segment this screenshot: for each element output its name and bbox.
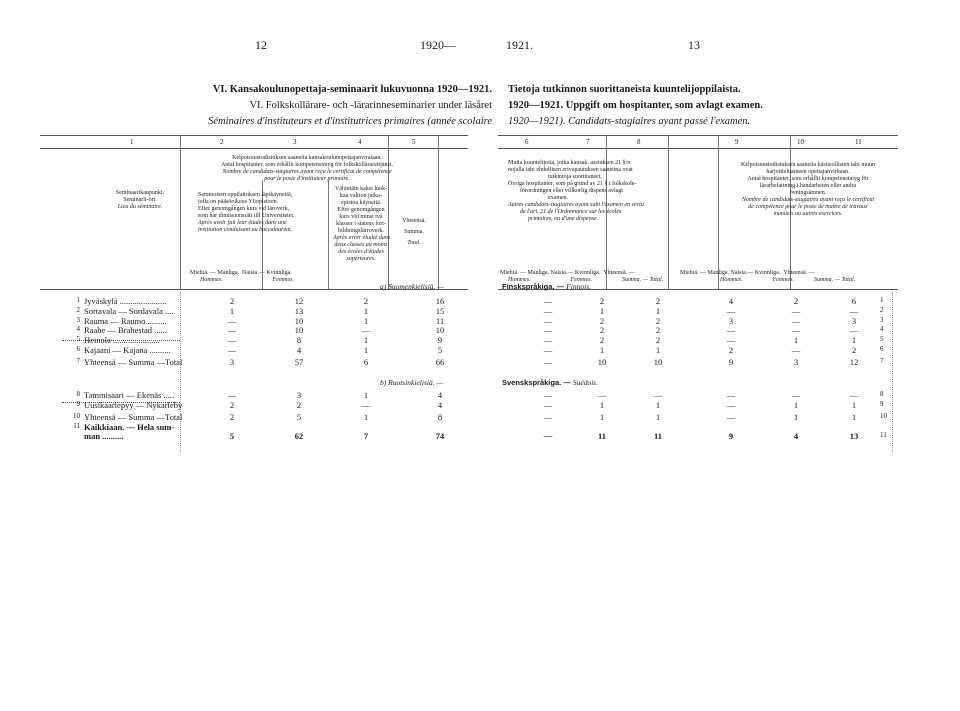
- cell-c6: —: [543, 325, 553, 336]
- col6-8-header: Muita kuuntelijoita, jotka kansak. asetuksen 21 §:n nojalla tahi ehdollisen erivapautuksen saaneina ovat tutkintoja suorittaneet. Övriga hospitanter, som på grund av 21 § i folkskole- förordningen eller villkorlig dispens avlagt examen. Autres candidats-stagiaires ayant subi l'examen en vertu de l'art. 21 de l'Ordonnance sur les écoles primaires, ou d'une dispense.: [508, 160, 644, 222]
- cell-c9: —: [726, 411, 736, 422]
- cell-c7: 2: [599, 325, 605, 336]
- cell-c5: 9: [437, 335, 443, 346]
- cell-c7: 11: [597, 431, 607, 441]
- cell-c7: 1: [599, 305, 605, 316]
- cell-c11: 1: [851, 399, 857, 410]
- cell-c3: 13: [294, 305, 304, 316]
- seminar-header: Seminaarikaupunki. Seminarii-ort. Lieu du séminaire.: [115, 190, 165, 210]
- cell-c3: 4: [296, 345, 302, 355]
- cell-c2: 1: [229, 305, 235, 316]
- row-number: 11: [73, 422, 80, 430]
- cell-c10: —: [791, 315, 801, 326]
- group-title: Kelpoisuustodistuksen saaneita kansakoulunopettajanviralaan. Antal hospitanter, som erhållit kompetensintyg för folkskollärarettjänst. Nombre de candidats-stagiaires ayant reçu le certificat de compétence pour le poste d'instituteur primaire.: [220, 155, 394, 182]
- cell-c8: 2: [655, 325, 661, 336]
- cell-c8: 1: [655, 345, 661, 355]
- cell-c9: 4: [728, 296, 734, 306]
- cell-c4: 1: [363, 411, 369, 422]
- cell-c9: —: [726, 305, 736, 316]
- header-colnum-rule-right: [498, 148, 898, 149]
- cell-c5: 10: [435, 325, 445, 336]
- cell-c2: —: [227, 345, 237, 355]
- cell-c2: —: [227, 390, 237, 400]
- cell-c10: 2: [793, 296, 799, 306]
- row-number: 3: [76, 315, 80, 324]
- row-number-right: 10: [880, 411, 887, 420]
- cell-c10: 1: [793, 399, 799, 410]
- cell-c4: 1: [363, 335, 369, 346]
- cell-c4: 1: [363, 305, 369, 316]
- cell-c10: 1: [793, 411, 799, 422]
- cell-c6: —: [543, 315, 553, 326]
- cell-c5: 15: [435, 305, 445, 316]
- header-top-rule-right: [498, 135, 898, 136]
- cell-c4: 1: [363, 390, 369, 400]
- header-divider: [668, 135, 669, 289]
- title-right-line2: 1920—1921. Uppgift om hospitanter, som avlagt examen.: [508, 100, 763, 111]
- cell-c2: 2: [229, 399, 235, 410]
- cell-c7: 10: [597, 356, 607, 367]
- cell-c10: —: [791, 390, 801, 400]
- cell-c10: —: [791, 305, 801, 316]
- cell-c3: 57: [294, 356, 304, 367]
- sex-row-right-a: Miehiä. — Manliga. Naisia.— Kvinnliga. Yhteensä. — Hommes. Femmes. Summa. — Total.: [500, 270, 664, 283]
- cell-c4: 2: [363, 296, 369, 306]
- row-name-cont: man ..........: [84, 431, 124, 441]
- title-left-line3: Séminaires d'instituteurs et d'institutrices primaires (année scolaire: [208, 116, 492, 127]
- cell-c10: —: [791, 325, 801, 336]
- cell-c2: —: [227, 315, 237, 326]
- cell-c7: 2: [599, 296, 605, 306]
- left-year: 1920—: [420, 38, 456, 52]
- body-divider: [180, 292, 181, 452]
- cell-c3: 8: [296, 335, 302, 346]
- cell-c11: 1: [851, 411, 857, 422]
- left-page-number: 12: [255, 38, 267, 52]
- row-name: Jyväskylä ......................: [84, 296, 167, 306]
- section-a-label-left: a) Suomenkielisiä. —: [380, 282, 444, 291]
- row-name: Kaikkiaan. — Hela sum-: [84, 422, 175, 432]
- cell-c8: 2: [655, 315, 661, 326]
- cell-c5: 8: [437, 411, 443, 422]
- header-divider: [718, 135, 719, 289]
- cell-c4: 1: [363, 345, 369, 355]
- row-number: 4: [76, 325, 80, 334]
- sex-row-left: Miehiä. — Manliga. Naisia.— Kvinnliga. Hommes. Femmes.: [190, 270, 294, 283]
- cell-c3: 10: [294, 315, 304, 326]
- cell-c4: 1: [363, 315, 369, 326]
- cell-c11: 13: [849, 431, 859, 441]
- col9-11-header: Kelpoisuustodistuksen saaneita käsiteollisten tahi muun harjoitteluaineen opettajanvirkaan. Antal hospitanter, som erhållit kompetensintyg för lärarbefattning i handarbeten eller andra övningsämnen. Nombre de candidats-stagiaires ayant reçu le certificat de compétence pour le poste de maître de travaux manuels ou autres exercices.: [741, 162, 875, 217]
- cell-c4: —: [361, 399, 371, 410]
- cell-c11: 6: [851, 296, 857, 306]
- cell-c3: 2: [296, 399, 302, 410]
- cell-c6: —: [543, 399, 553, 410]
- cell-c6: —: [543, 345, 553, 355]
- cell-c3: 12: [294, 296, 304, 306]
- row-name: Uusikaarlepyy — Nykarleby: [84, 399, 183, 410]
- header-divider: [328, 180, 329, 289]
- cell-c6: —: [543, 296, 553, 306]
- row-number-right: 1: [880, 296, 884, 304]
- cell-c6: —: [543, 390, 553, 400]
- row-number-right: 2: [880, 305, 884, 314]
- row-name: Rauma — Raumo .........: [84, 315, 167, 326]
- right-year: 1921.: [506, 38, 533, 52]
- row-number-right: 5: [880, 335, 884, 344]
- header-top-rule-left: [40, 135, 468, 136]
- cell-c9: 2: [728, 345, 734, 355]
- cell-c7: 1: [599, 345, 605, 355]
- cell-c8: 10: [653, 356, 663, 367]
- cell-c10: 4: [793, 431, 799, 441]
- cell-c11: 12: [849, 356, 859, 367]
- cell-c2: —: [227, 335, 237, 346]
- header-divider: [180, 135, 181, 289]
- cell-c3: 3: [296, 390, 302, 400]
- cell-c3: 5: [296, 411, 302, 422]
- row-name: Tammisaari — Ekenäs .....: [84, 390, 175, 400]
- cell-c11: 2: [851, 345, 857, 355]
- column-number: 6: [525, 138, 529, 146]
- cell-c8: 2: [655, 296, 661, 306]
- column-number: 11: [855, 138, 862, 146]
- cell-c11: 1: [851, 335, 857, 346]
- cell-c11: —: [849, 325, 859, 336]
- row-name: Kajaani — Kajana ..........: [84, 345, 171, 355]
- cell-c8: 1: [655, 399, 661, 410]
- section-a-label-right: Finskspråkiga. — Finnois.: [502, 282, 591, 291]
- cell-c2: 3: [229, 356, 235, 367]
- header-divider: [438, 135, 439, 289]
- cell-c5: 5: [437, 345, 443, 355]
- column-number: 8: [637, 138, 641, 146]
- row-name: Yhteensä — Summa —Total: [84, 411, 183, 422]
- row-number: 10: [73, 411, 80, 420]
- cell-c8: 1: [655, 305, 661, 316]
- cell-c4: 6: [363, 356, 369, 367]
- right-page-number: 13: [688, 38, 700, 52]
- cell-c6: —: [543, 411, 553, 422]
- cell-c10: 1: [793, 335, 799, 346]
- sex-row-right-b: Miehiä. — Manliga. Naisia.— Kvinnliga. Yhteensä. — Hommes. Femmes. Summa. — Total.: [680, 270, 856, 283]
- row-number-right: 6: [880, 345, 884, 353]
- cell-c11: 3: [851, 315, 857, 326]
- col2-header: Semmoisen oppilaitoksen läpikäyneitä, jolla on pääsöoikeus Yliopistoon. Efter genomgången kurs vid läroverk, som har dimissionsrätt till Universitetet. Après avoir fait leur études dans une institution conduisant au baccalauréat.: [198, 192, 295, 233]
- cell-c7: 2: [599, 315, 605, 326]
- title-right-line3: 1920—1921). Candidats-stagiaires ayant passé l'examen.: [508, 116, 751, 127]
- column-number: 3: [293, 138, 297, 146]
- row-number: 7: [76, 356, 80, 365]
- cell-c6: —: [543, 335, 553, 346]
- row-number: 6: [76, 345, 80, 353]
- row-number: 5: [76, 335, 80, 344]
- col4-header: Vähintäin kaksi luok- kaa valtion jatko- opistoa käyneitä. Efter genomgången kurs vid minst två klasser i statens fort- bildningslärroverk. Après avoir étudié dans deux classes au moins des écoles d'études supérieures.: [333, 186, 391, 262]
- row-name: Raahe — Brahestad ......: [84, 325, 167, 336]
- cell-c11: —: [849, 305, 859, 316]
- row-name: Heinola ......................: [84, 335, 160, 346]
- cell-c6: —: [543, 305, 553, 316]
- row-number-right: 9: [880, 399, 884, 408]
- cell-c10: —: [791, 345, 801, 355]
- title-left-line1: VI. Kansakoulunopettaja-seminaarit lukuvuonna 1920—1921.: [212, 84, 492, 95]
- cell-c6: —: [543, 431, 553, 441]
- header-colnum-rule-left: [40, 148, 468, 149]
- title-left-line2: VI. Folkskollärare- och -lärarinneseminarier under läsåret: [249, 100, 492, 111]
- cell-c7: —: [597, 390, 607, 400]
- cell-c3: 10: [294, 325, 304, 336]
- cell-c8: 2: [655, 335, 661, 346]
- row-number: 1: [76, 296, 80, 304]
- cell-c5: 4: [437, 399, 443, 410]
- column-number: 7: [586, 138, 590, 146]
- cell-c2: 2: [229, 296, 235, 306]
- column-number: 5: [412, 138, 416, 146]
- cell-c2: 2: [229, 411, 235, 422]
- title-right-line1: Tietoja tutkinnon suorittaneista kuuntelijoppilaista.: [508, 84, 741, 95]
- cell-c9: 9: [728, 431, 734, 441]
- cell-c11: —: [849, 390, 859, 400]
- cell-c4: —: [361, 325, 371, 336]
- cell-c9: —: [726, 335, 736, 346]
- cell-c9: 3: [728, 315, 734, 326]
- cell-c5: 4: [437, 390, 443, 400]
- cell-c8: 11: [653, 431, 663, 441]
- cell-c4: 7: [363, 431, 369, 441]
- row-number-right: 7: [880, 356, 884, 365]
- cell-c5: 66: [435, 356, 445, 367]
- row-name: Sortavala — Sordavala ....: [84, 305, 174, 316]
- row-number-right: 4: [880, 325, 884, 334]
- cell-c7: 1: [599, 411, 605, 422]
- row-number-right: 8: [880, 390, 884, 398]
- cell-c9: —: [726, 390, 736, 400]
- column-number: 2: [220, 138, 224, 146]
- cell-c10: 3: [793, 356, 799, 367]
- row-number: 9: [76, 399, 80, 408]
- row-number: 8: [76, 390, 80, 398]
- column-number: 10: [797, 138, 804, 146]
- cell-c5: 11: [435, 315, 445, 326]
- cell-c9: —: [726, 399, 736, 410]
- cell-c3: 62: [294, 431, 304, 441]
- cell-c9: 9: [728, 356, 734, 367]
- cell-c5: 16: [435, 296, 445, 306]
- col5-header: Yhteensä. Summa. Total.: [402, 218, 426, 246]
- cell-c9: —: [726, 325, 736, 336]
- cell-c2: —: [227, 325, 237, 336]
- cell-c8: —: [653, 390, 663, 400]
- section-b-label-left: b) Ruotsinkielisiä. —: [380, 378, 444, 387]
- body-divider: [892, 292, 893, 452]
- cell-c5: 74: [435, 431, 445, 441]
- row-number: 2: [76, 305, 80, 314]
- column-number: 1: [130, 138, 134, 146]
- cell-c7: 1: [599, 399, 605, 410]
- cell-c8: 1: [655, 411, 661, 422]
- row-number-right: 11: [880, 431, 887, 439]
- column-number: 9: [735, 138, 739, 146]
- cell-c6: —: [543, 356, 553, 367]
- cell-c7: 2: [599, 335, 605, 346]
- row-name: Yhteensä — Summa —Total: [84, 356, 183, 367]
- cell-c2: 5: [229, 431, 235, 441]
- section-b-label-right: Svenskspråkiga. — Suédois.: [502, 378, 599, 387]
- column-number: 4: [358, 138, 362, 146]
- row-number-right: 3: [880, 315, 884, 324]
